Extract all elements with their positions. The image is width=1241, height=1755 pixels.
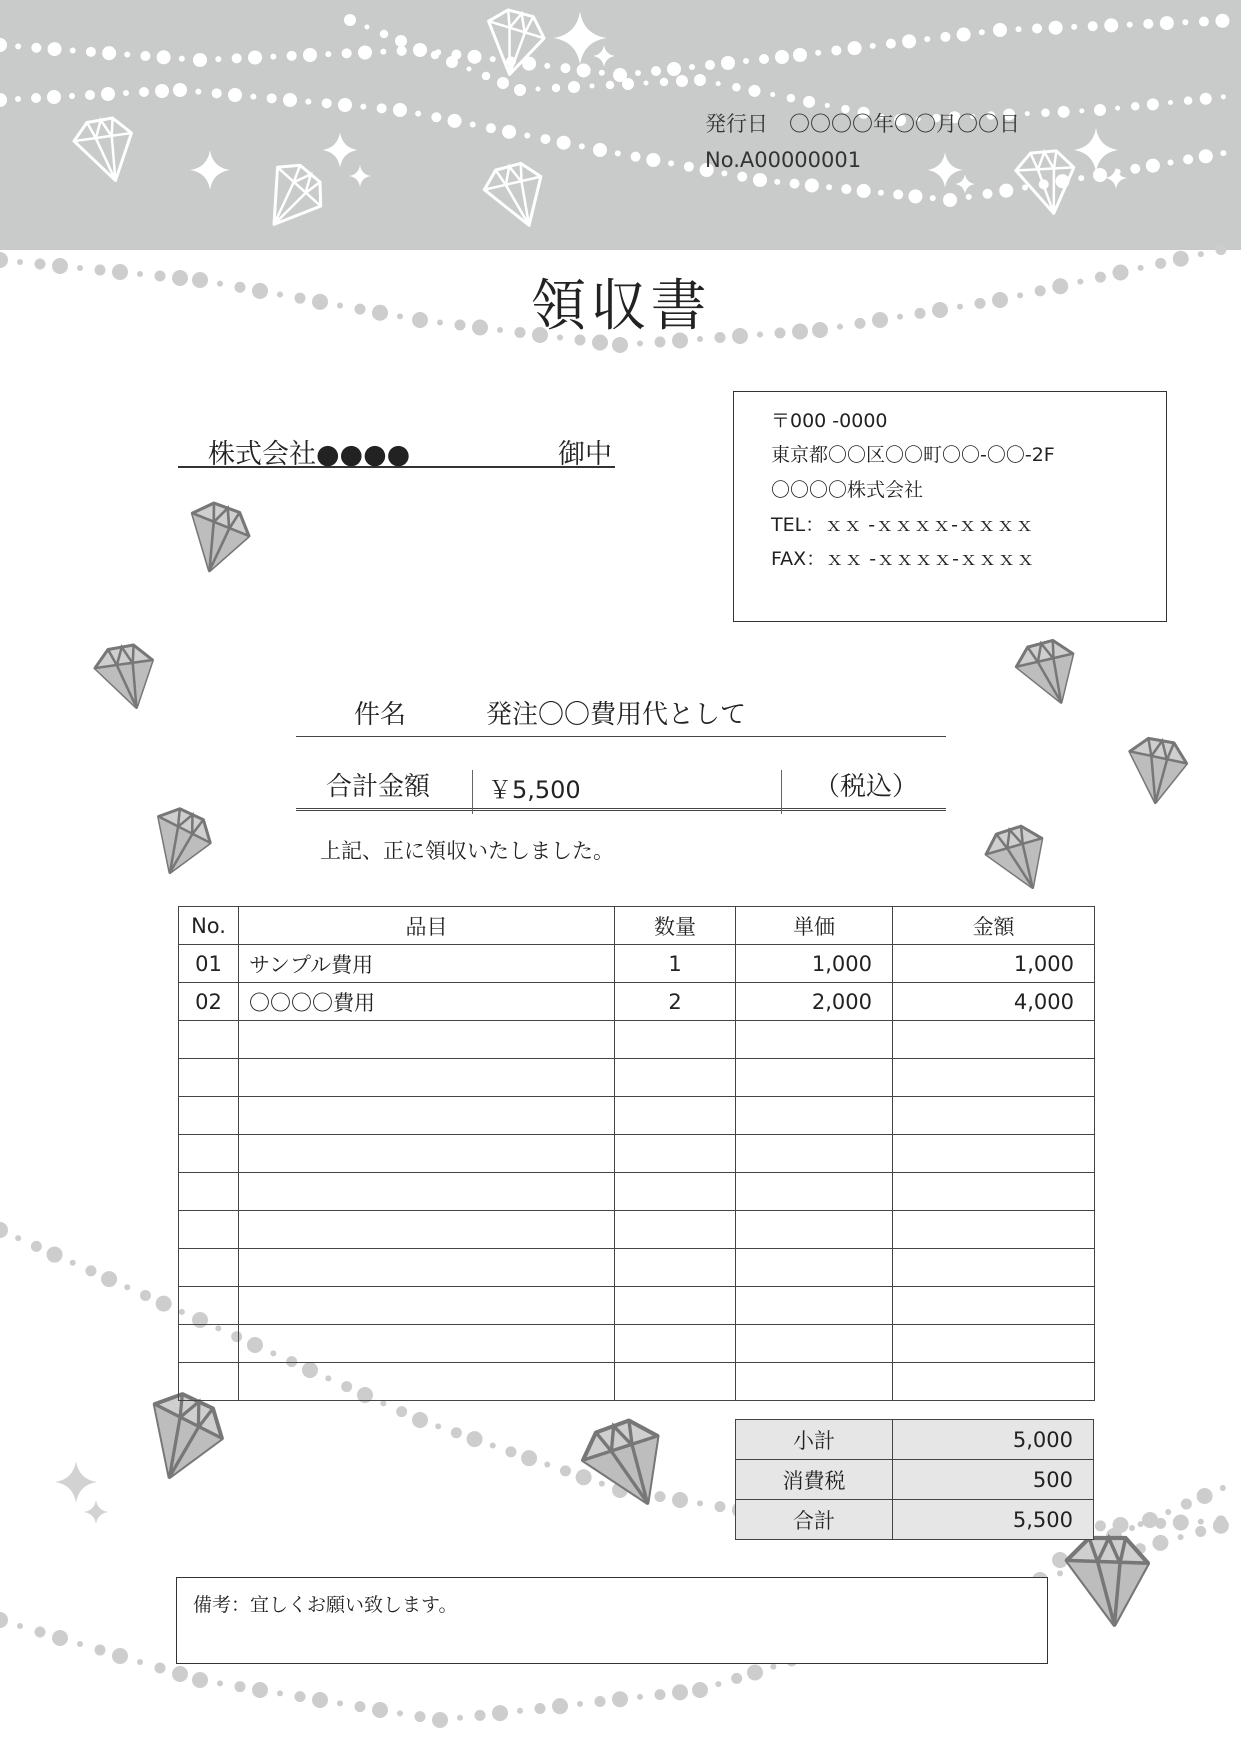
cell-unit-price: 2,000 [736,983,893,1021]
col-header-unit-price: 単価 [736,907,893,945]
remarks-box [176,1577,1048,1664]
amount-divider [472,770,473,814]
tax-label: 消費税 [736,1460,893,1500]
cell-blank [179,1021,239,1059]
table-row-blank [179,1325,1095,1363]
cell-blank [179,1059,239,1097]
table-row-blank [179,1287,1095,1325]
total-value: 5,500 [893,1500,1094,1540]
col-header-qty: 数量 [615,907,736,945]
table-row-blank [179,1173,1095,1211]
issuer-fax: FAX：ｘｘ -ｘｘｘｘ-ｘｘｘｘ [771,548,1035,570]
subtotal-value: 5,000 [893,1420,1094,1460]
recipient-suffix: 御中 [558,439,612,470]
cell-blank [893,1059,1095,1097]
cell-blank [239,1097,615,1135]
cell-qty: 2 [615,983,736,1021]
cell-blank [239,1363,615,1401]
issue-date: 発行日 〇〇〇〇年〇〇月〇〇日 [705,112,1020,136]
cell-blank [893,1249,1095,1287]
cell-blank [179,1249,239,1287]
cell-blank [179,1097,239,1135]
cell-no: 01 [179,945,239,983]
remarks-text: 備考：宜しくお願い致します。 [193,1594,458,1616]
subject-label: 件名 [354,700,407,730]
tax-included-note: （税込） [814,772,919,802]
cell-blank [179,1325,239,1363]
cell-blank [179,1135,239,1173]
tax-value: 500 [893,1460,1094,1500]
cell-blank [615,1059,736,1097]
document-number: No.A00000001 [705,148,862,172]
total-row [736,1500,1094,1540]
table-header-row [179,907,1095,945]
cell-blank [179,1363,239,1401]
table-row-blank [179,1249,1095,1287]
cell-amount: 1,000 [893,945,1095,983]
cell-blank [893,1021,1095,1059]
issuer-postal: 〒000 -0000 [771,410,888,432]
cell-blank [179,1211,239,1249]
cell-unit-price: 1,000 [736,945,893,983]
cell-no: 02 [179,983,239,1021]
cell-blank [615,1173,736,1211]
cell-blank [615,1135,736,1173]
subtotal-row [736,1420,1094,1460]
cell-blank [615,1325,736,1363]
col-header-amount: 金額 [893,907,1095,945]
recipient-line [178,426,615,468]
subject-value: 発注〇〇費用代として [486,700,747,730]
cell-blank [736,1097,893,1135]
cell-blank [736,1173,893,1211]
cell-blank [239,1059,615,1097]
cell-amount: 4,000 [893,983,1095,1021]
issuer-box [733,391,1167,622]
cell-blank [615,1097,736,1135]
table-row [179,945,1095,983]
table-row-blank [179,1021,1095,1059]
cell-blank [239,1173,615,1211]
cell-item: サンプル費用 [239,945,615,983]
col-header-no: No. [179,907,239,945]
issuer-company: 〇〇〇〇株式会社 [771,479,924,501]
table-row-blank [179,1211,1095,1249]
cell-blank [239,1135,615,1173]
cell-blank [893,1135,1095,1173]
cell-item: 〇〇〇〇費用 [239,983,615,1021]
cell-blank [736,1287,893,1325]
cell-blank [736,1249,893,1287]
cell-blank [736,1363,893,1401]
total-amount-label: 合計金額 [326,772,431,802]
table-row-blank [179,1059,1095,1097]
cell-blank [179,1287,239,1325]
items-table [178,906,1095,1401]
cell-blank [615,1363,736,1401]
cell-blank [615,1021,736,1059]
received-message: 上記、正に領収いたしました。 [320,839,614,863]
cell-blank [179,1173,239,1211]
cell-blank [736,1325,893,1363]
cell-blank [893,1097,1095,1135]
cell-blank [239,1021,615,1059]
total-label: 合計 [736,1500,893,1540]
page-title: 領収書 [530,274,711,339]
cell-blank [893,1325,1095,1363]
cell-blank [615,1287,736,1325]
cell-blank [736,1211,893,1249]
issuer-address: 東京都〇〇区〇〇町〇〇-〇〇-2F [771,444,1055,466]
cell-blank [239,1249,615,1287]
table-row [179,983,1095,1021]
table-row-blank [179,1135,1095,1173]
issuer-tel: TEL：ｘｘ -ｘｘｘｘ-ｘｘｘｘ [771,514,1034,536]
recipient-name: 株式会社●●●● [208,439,411,470]
cell-blank [615,1249,736,1287]
subtotal-label: 小計 [736,1420,893,1460]
total-amount-row [296,762,946,811]
cell-blank [239,1287,615,1325]
subject-row [296,690,946,737]
amount-divider-2 [781,770,782,814]
cell-blank [893,1363,1095,1401]
cell-blank [736,1021,893,1059]
table-row-blank [179,1097,1095,1135]
cell-blank [736,1059,893,1097]
cell-blank [239,1325,615,1363]
tax-row [736,1460,1094,1500]
cell-blank [239,1211,615,1249]
cell-blank [736,1135,893,1173]
cell-blank [615,1211,736,1249]
total-amount-value: ￥5,500 [488,776,581,804]
col-header-item: 品目 [239,907,615,945]
totals-table [735,1419,1094,1540]
cell-blank [893,1173,1095,1211]
table-row-blank [179,1363,1095,1401]
cell-blank [893,1211,1095,1249]
cell-qty: 1 [615,945,736,983]
cell-blank [893,1287,1095,1325]
